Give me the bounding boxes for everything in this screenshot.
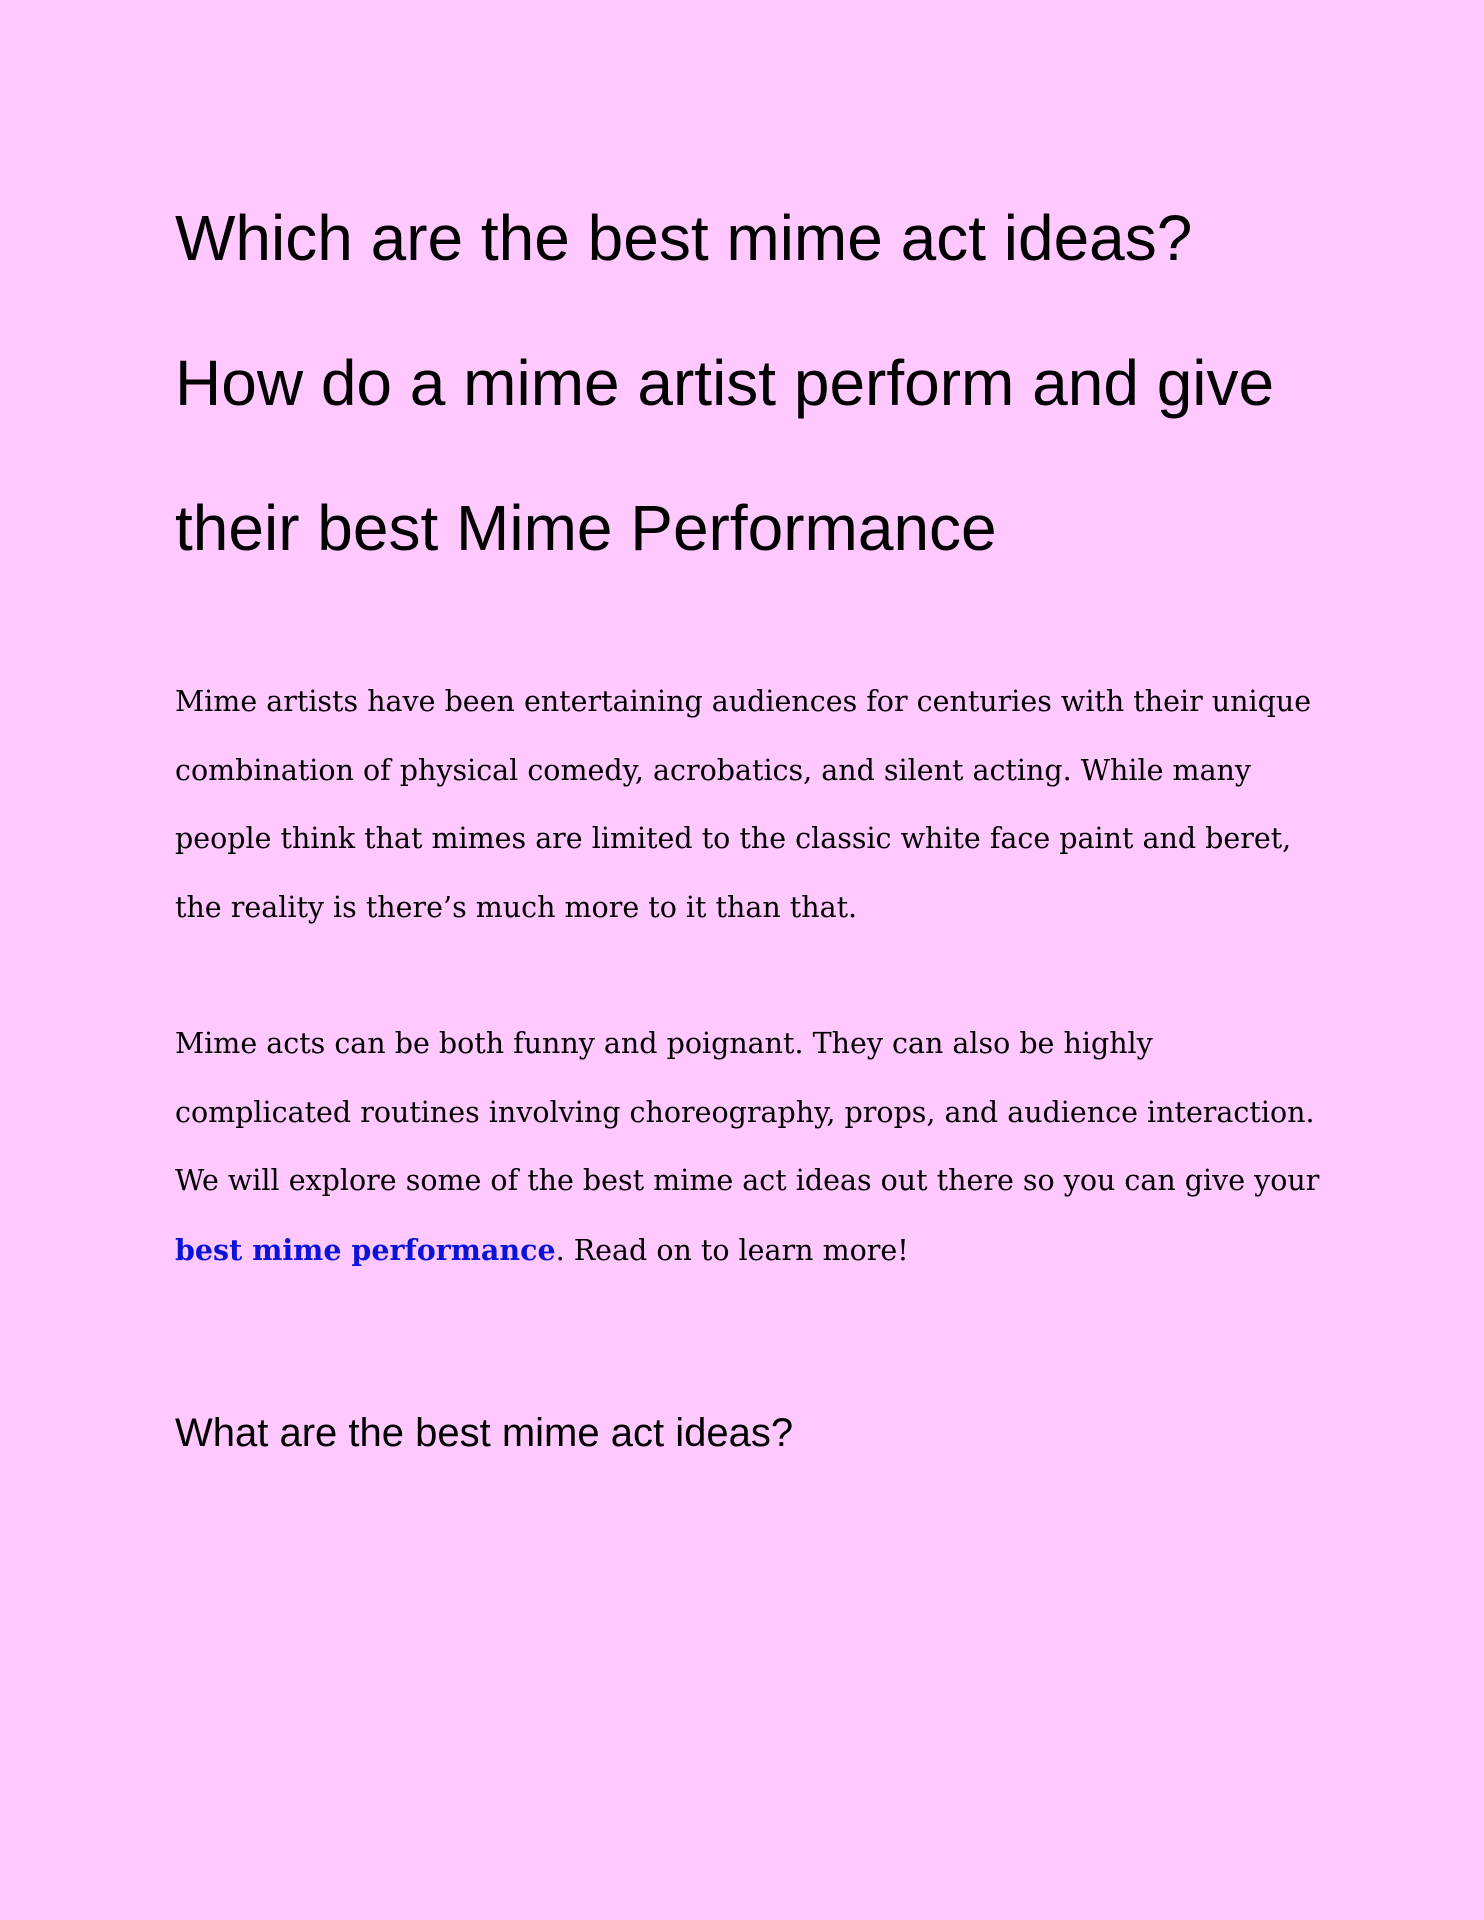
title-line: their best Mime Performance bbox=[175, 492, 997, 564]
paragraph-line: Mime artists have been entertaining audiences for centuries with their unique bbox=[175, 685, 1312, 718]
page-title bbox=[175, 166, 1315, 601]
paragraph-line: combination of physical comedy, acrobatics, and silent acting. While many bbox=[175, 753, 1252, 787]
paragraph-line: the reality is there’s much more to it than that. bbox=[175, 890, 858, 924]
title-line: Which are the best mime act ideas? bbox=[175, 202, 1193, 274]
intro-paragraph bbox=[175, 668, 1315, 942]
best-mime-performance-link[interactable]: best mime performance bbox=[175, 1232, 556, 1267]
title-line: How do a mime artist perform and give bbox=[175, 347, 1275, 419]
paragraph-line: people think that mimes are limited to the classic white face paint and beret, bbox=[175, 822, 1292, 855]
paragraph-line: complicated routines involving choreography, props, and audience interaction. bbox=[175, 1095, 1315, 1129]
link-trailing-text: . Read on to learn more! bbox=[555, 1233, 909, 1267]
paragraph-line: Mime acts can be both funny and poignant. They can also be highly bbox=[175, 1027, 1153, 1060]
second-paragraph bbox=[175, 1010, 1320, 1285]
section-heading: What are the best mime act ideas? bbox=[175, 1411, 794, 1455]
paragraph-line bbox=[175, 1216, 1315, 1286]
paragraph-line: We will explore some of the best mime act ideas out there so you can give your bbox=[175, 1164, 1320, 1197]
